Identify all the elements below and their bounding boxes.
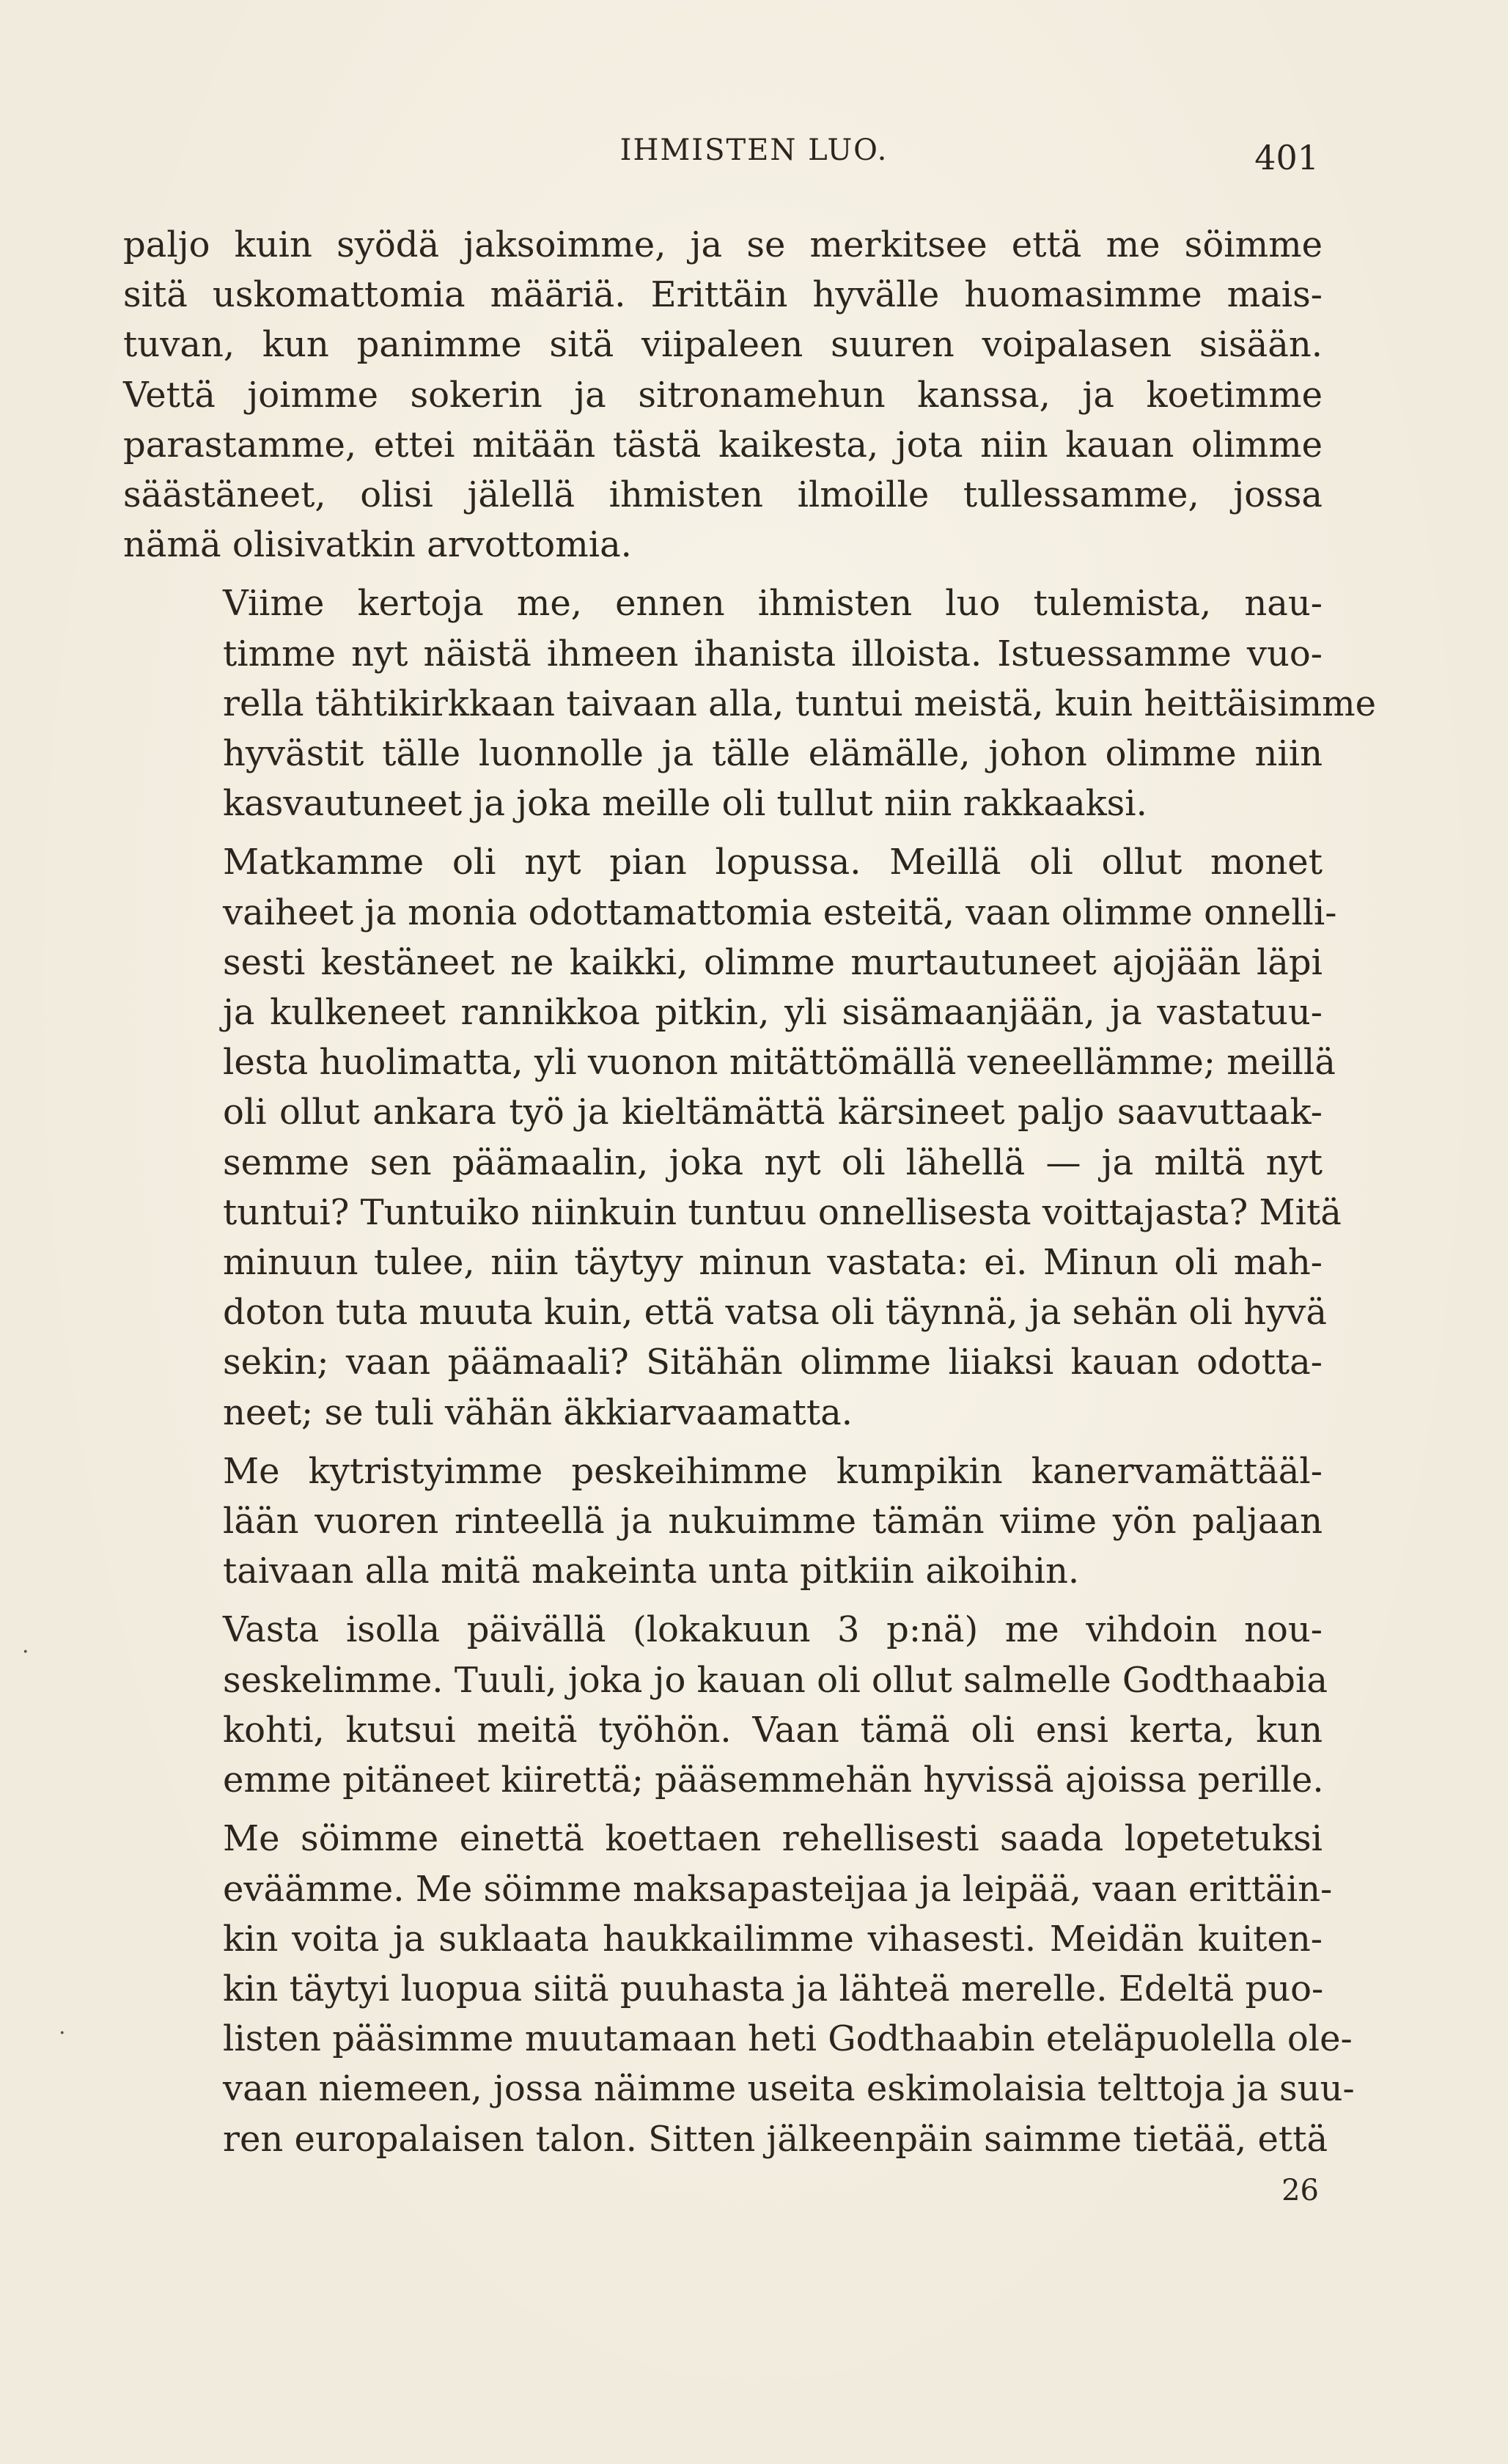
text-line: eväämme. Me söimme maksapasteijaa ja leipää, vaan erittäin-: [223, 1868, 1333, 1910]
text-line: parastamme, ettei mitään tästä kaikesta, jota niin kauan olimme: [123, 424, 1323, 466]
text-line: sitä uskomattomia määriä. Erittäin hyvälle huomasimme mais-: [123, 274, 1323, 316]
text-line: Me söimme einettä koettaen rehellisesti saada lopetetuksi: [223, 1818, 1323, 1860]
text-line: Vettä joimme sokerin ja sitronamehun kanssa, ja koetimme: [123, 374, 1323, 416]
margin-speck: ·: [59, 2020, 66, 2046]
margin-speck: ·: [22, 1639, 29, 1665]
text-line: hyvästit tälle luonnolle ja tälle elämälle, johon olimme niin: [223, 733, 1323, 775]
paragraph: [123, 837, 1342, 1437]
page-header: [0, 125, 1508, 183]
text-line: kohti, kutsui meitä työhön. Vaan tämä oli ensi kerta, kun: [223, 1709, 1323, 1751]
text-line: paljo kuin syödä jaksoimme, ja se merkitsee että me söimme: [123, 224, 1323, 265]
text-line: semme sen päämaalin, joka nyt oli lähellä — ja miltä nyt: [223, 1141, 1323, 1183]
text-line: kasvautuneet ja joka meille oli tullut niin rakkaaksi.: [223, 783, 1147, 825]
text-line: listen pääsimme muutamaan heti Godthaabin eteläpuolella ole-: [223, 2018, 1353, 2060]
body-text: [123, 220, 1377, 2173]
text-line: tuntui? Tuntuiko niinkuin tuntuu onnellisesta voittajasta? Mitä: [223, 1191, 1342, 1233]
running-head: IHMISTEN LUO.: [619, 133, 889, 167]
paragraph: [123, 1605, 1328, 1805]
text-line: seskelimme. Tuuli, joka jo kauan oli ollut salmelle Godthaabia: [223, 1659, 1328, 1701]
text-line: Viime kertoja me, ennen ihmisten luo tulemista, nau-: [223, 583, 1323, 625]
text-line: sesti kestäneet ne kaikki, olimme murtautuneet ajojään läpi: [223, 941, 1323, 983]
text-line: Matkamme oli nyt pian lopussa. Meillä oli ollut monet: [223, 842, 1323, 883]
paragraph: [123, 220, 1323, 570]
text-line: doton tuta muuta kuin, että vatsa oli täynnä, ja sehän oli hyvä: [223, 1292, 1327, 1334]
signature-mark: 26: [1281, 2174, 1319, 2207]
text-line: oli ollut ankara työ ja kieltämättä kärsineet paljo saavuttaak-: [223, 1092, 1323, 1133]
text-line: minuun tulee, niin täytyy minun vastata: ei. Minun oli mah-: [223, 1242, 1323, 1284]
text-line: emme pitäneet kiirettä; pääsemmehän hyvissä ajoissa perille.: [223, 1759, 1324, 1801]
text-line: lään vuoren rinteellä ja nukuimme tämän viime yön paljaan: [223, 1501, 1323, 1542]
text-line: vaan niemeen, jossa näimme useita eskimolaisia telttoja ja suu-: [223, 2068, 1355, 2110]
text-line: sekin; vaan päämaali? Sitähän olimme liiaksi kauan odotta-: [223, 1342, 1323, 1383]
text-line: säästäneet, olisi jälellä ihmisten ilmoille tullessamme, jossa: [123, 474, 1323, 516]
text-line: timme nyt näistä ihmeen ihanista illoista. Istuessamme vuo-: [223, 633, 1323, 674]
text-line: Vasta isolla päivällä (lokakuun 3 p:nä) me vihdoin nou-: [223, 1609, 1323, 1651]
text-line: ren europalaisen talon. Sitten jälkeenpäin saimme tietää, että: [223, 2118, 1328, 2160]
text-line: lesta huolimatta, yli vuonon mitättömällä veneellämme; meillä: [223, 1042, 1336, 1084]
text-line: nämä olisivatkin arvottomia.: [123, 524, 632, 566]
paragraph: [123, 1814, 1355, 2163]
text-line: tuvan, kun panimme sitä viipaleen suuren voipalasen sisään.: [123, 324, 1323, 366]
text-line: taivaan alla mitä makeinta unta pitkiin aikoihin.: [223, 1551, 1080, 1592]
text-line: neet; se tuli vähän äkkiarvaamatta.: [223, 1391, 853, 1433]
text-line: vaiheet ja monia odottamattomia esteitä, vaan olimme onnelli-: [223, 891, 1337, 933]
text-line: ja kulkeneet rannikkoa pitkin, yli sisämaanjään, ja vastatuu-: [223, 992, 1323, 1034]
text-line: Me kytristyimme peskeihimme kumpikin kanervamättääl-: [223, 1450, 1323, 1492]
paragraph: [123, 578, 1377, 828]
paragraph: [123, 1446, 1323, 1597]
text-line: kin voita ja suklaata haukkailimme vihasesti. Meidän kuiten-: [223, 1918, 1323, 1960]
text-line: rella tähtikirkkaan taivaan alla, tuntui meistä, kuin heittäisimme: [223, 683, 1377, 724]
text-line: kin täytyi luopua siitä puuhasta ja lähteä merelle. Edeltä puo-: [223, 1968, 1324, 2009]
page-number: 401: [1254, 138, 1319, 177]
